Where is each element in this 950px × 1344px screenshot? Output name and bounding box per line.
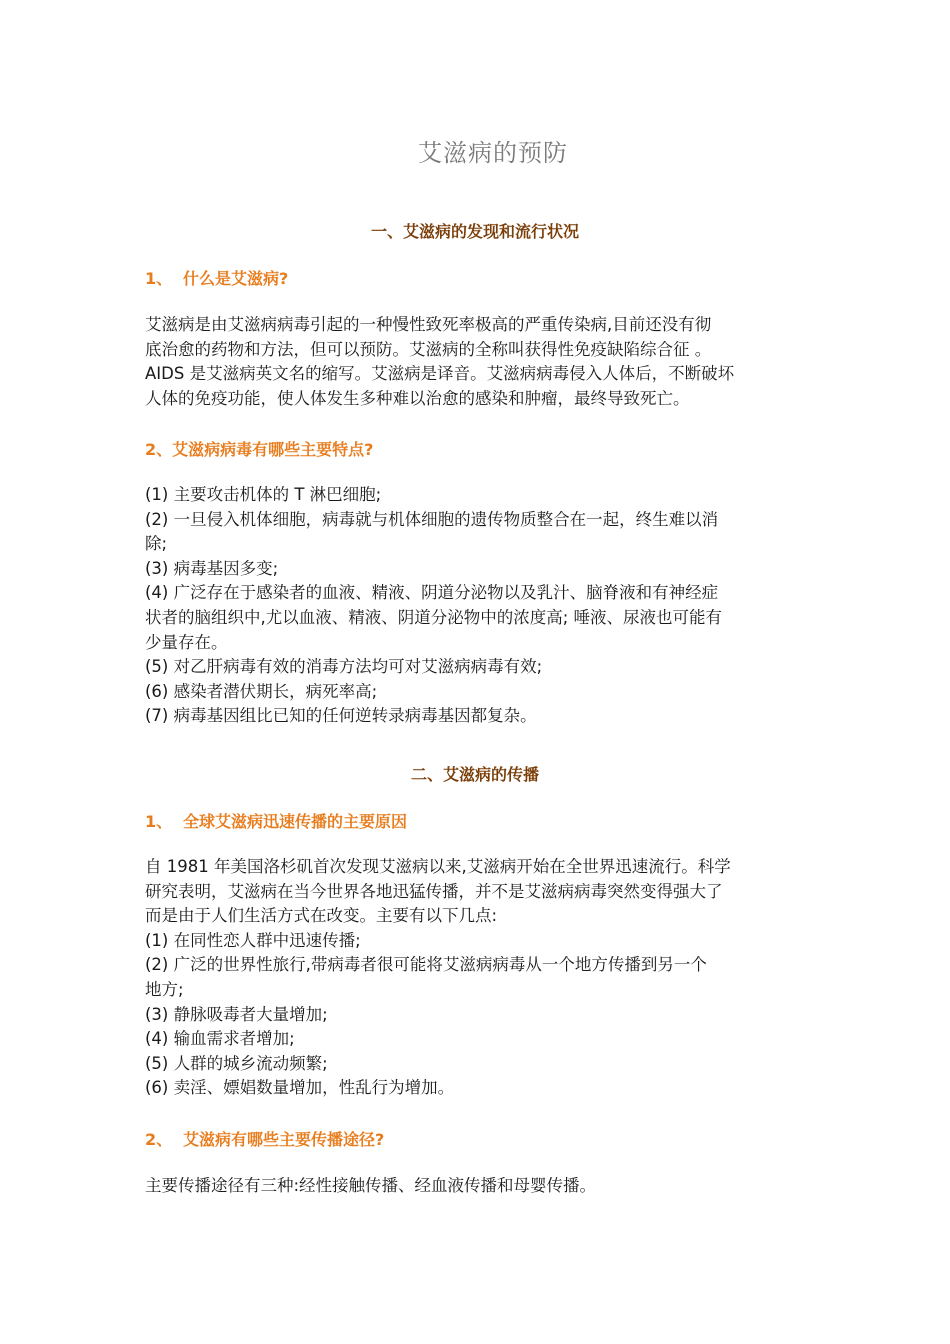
text-line: 而是由于人们生活方式在改变。主要有以下几点: <box>145 906 498 926</box>
text-line: 自 1981 年美国洛杉矶首次发现艾滋病以来,艾滋病开始在全世界迅速流行。科学 <box>145 857 731 876</box>
list-item: (4) 广泛存在于感染者的血液、精液、阴道分泌物以及乳汁、脑脊液和有神经症 <box>145 583 719 603</box>
text-line: 人体的免疫功能，使人体发生多种难以治愈的感染和肿瘤，最终导致死亡。 <box>145 388 690 408</box>
list-item: (6) 感染者潜伏期长，病死率高; <box>145 681 378 701</box>
subheading-text: 什么是艾滋病? <box>183 269 289 288</box>
list-item: (5) 人群的城乡流动频繁; <box>145 1053 328 1073</box>
text-line: 主要传播途径有三种:经性接触传播、经血液传播和母婴传播。 <box>145 1176 597 1195</box>
list-item: (7) 病毒基因组比已知的任何逆转录病毒基因都复杂。 <box>145 706 537 726</box>
page-title: 艾滋病的预防 <box>418 139 568 167</box>
subheading-what-is-aids <box>145 266 288 289</box>
subheading-transmission-routes <box>145 1127 384 1150</box>
text-line: 艾滋病是由艾滋病病毒引起的一种慢性致死率极高的严重传染病,目前还没有彻 <box>145 315 712 334</box>
section-heading-1: 一、艾滋病的发现和流行状况 <box>370 222 579 241</box>
list-spread-reasons <box>145 855 825 1101</box>
text-line: 研究表明，艾滋病在当今世界各地迅猛传播，并不是艾滋病病毒突然变得强大了 <box>145 881 723 901</box>
list-item: 少量存在。 <box>145 632 228 652</box>
list-item: (3) 病毒基因多变; <box>145 558 279 578</box>
list-item: (2) 一旦侵入机体细胞，病毒就与机体细胞的遗传物质整合在一起，终生难以消 <box>145 509 719 529</box>
paragraph-transmission-routes <box>145 1174 825 1199</box>
subheading-text: 全球艾滋病迅速传播的主要原因 <box>183 812 408 831</box>
list-item: 除; <box>145 534 168 554</box>
text-line: AIDS 是艾滋病英文名的缩写。艾滋病是译音。艾滋病病毒侵入人体后，不断破坏 <box>145 364 735 384</box>
subheading-number: 1、 <box>145 269 173 288</box>
list-item: (2) 广泛的世界性旅行,带病毒者很可能将艾滋病病毒从一个地方传播到另一个 <box>145 955 707 975</box>
subheading-number: 2、 <box>145 1130 173 1149</box>
subheading-text: 艾滋病有哪些主要传播途径? <box>183 1130 385 1149</box>
section-heading-2: 二、艾滋病的传播 <box>410 765 539 784</box>
list-virus-features <box>145 483 825 729</box>
list-item: 状者的脑组织中,尤以血液、精液、阴道分泌物中的浓度高; 唾液、尿液也可能有 <box>145 607 723 627</box>
list-item: (4) 输血需求者增加; <box>145 1029 295 1049</box>
list-item: (1) 在同性恋人群中迅速传播; <box>145 930 361 950</box>
subheading-number: 1、 <box>145 812 173 831</box>
list-item: (6) 卖淫、嫖娼数量增加，性乱行为增加。 <box>145 1078 455 1098</box>
list-item: (3) 静脉吸毒者大量增加; <box>145 1004 328 1024</box>
list-item: (1) 主要攻击机体的 T 淋巴细胞; <box>145 485 382 504</box>
list-item: 地方; <box>145 979 184 999</box>
list-item: (5) 对乙肝病毒有效的消毒方法均可对艾滋病病毒有效; <box>145 657 543 677</box>
text-line: 底治愈的药物和方法，但可以预防。艾滋病的全称叫获得性免疫缺陷综合征 。 <box>145 339 712 359</box>
subheading-spread-reasons <box>145 809 407 832</box>
paragraph-aids-definition <box>145 313 825 411</box>
subheading-virus-features: 2、艾滋病病毒有哪些主要特点? <box>145 440 374 459</box>
